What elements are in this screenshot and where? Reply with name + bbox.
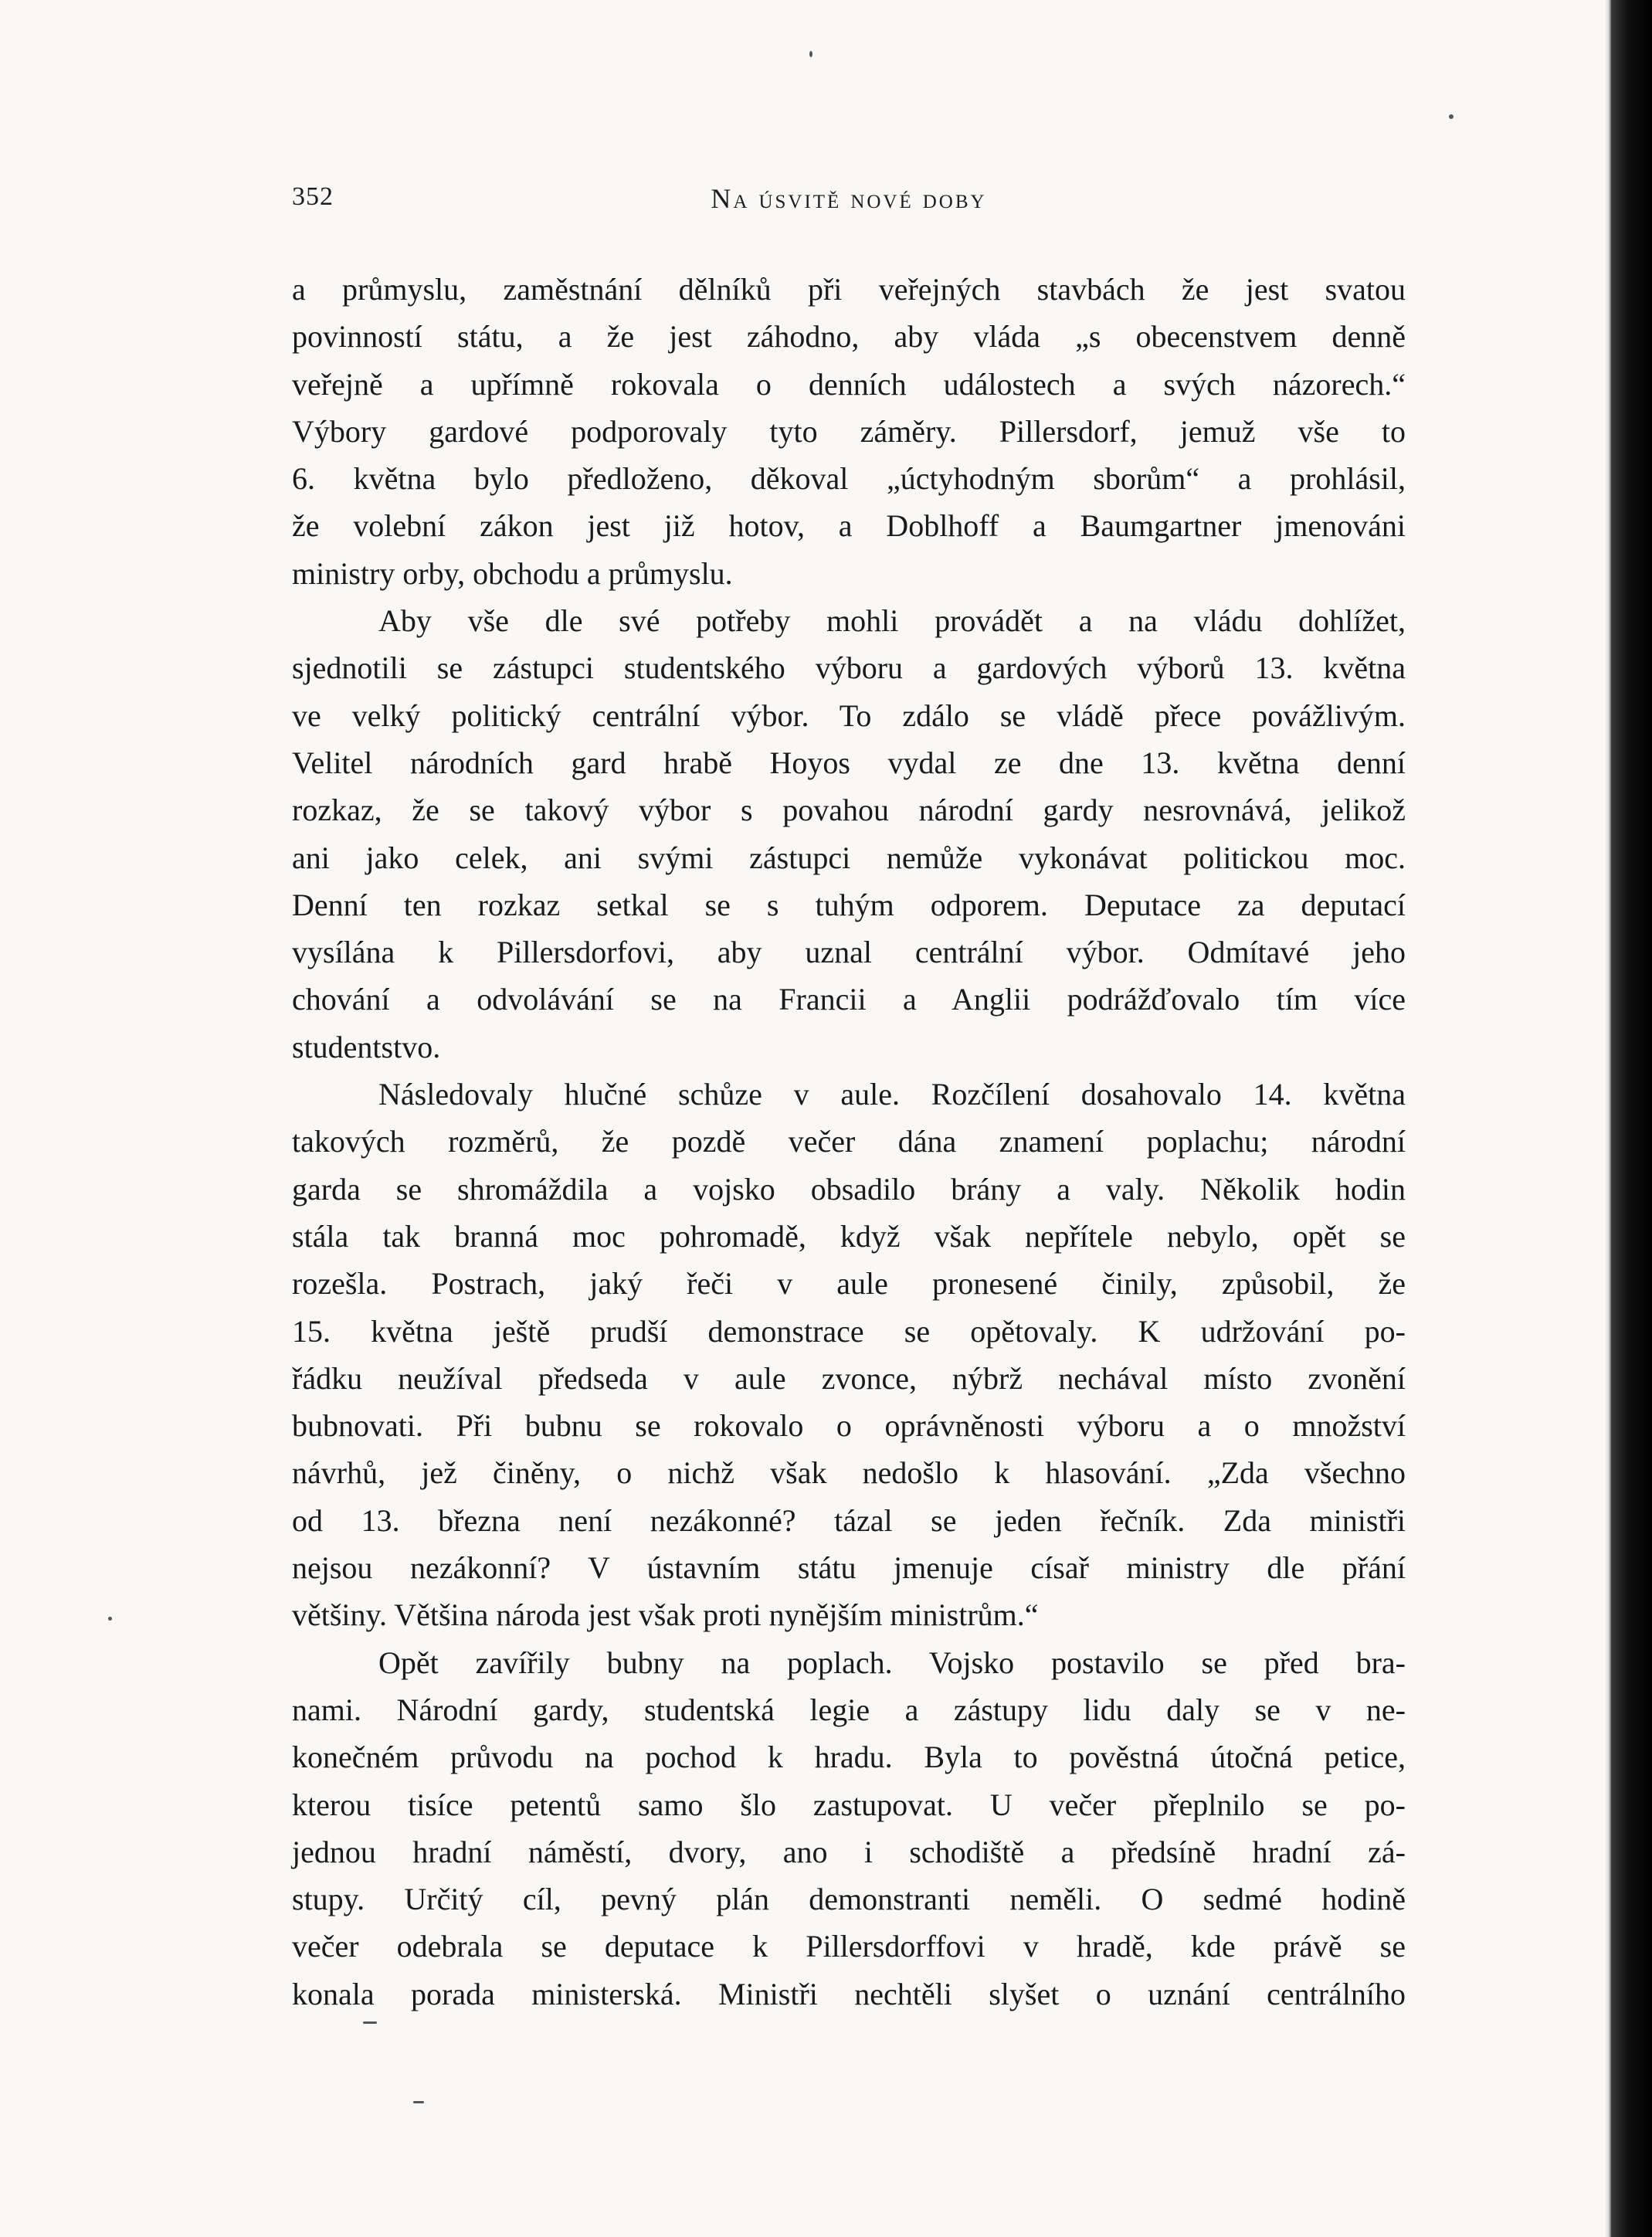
text-line: Velitel národních gard hrabě Hoyos vydal ze dne 13. května denní	[292, 745, 1406, 780]
text-line: nejsou nezákonní? V ústavním státu jmenuje císař ministry dle přání	[292, 1550, 1406, 1586]
text-line: rozkaz, že se takový výbor s povahou národní gardy nesrovnává, jelikož	[292, 793, 1406, 828]
body-text	[292, 266, 1406, 2018]
paragraph-4	[292, 1639, 1406, 2018]
paragraph-1	[292, 266, 1406, 597]
text-line: Výbory gardové podporovaly tyto záměry. Pillersdorf, jemuž vše to	[292, 413, 1406, 449]
text-line: většiny. Většina národa jest však proti nynějším ministrům.“	[292, 1597, 1039, 1633]
text-line: stála tak branná moc pohromadě, když však nepřítele nebylo, opět se	[292, 1218, 1406, 1254]
scan-border	[1611, 0, 1652, 2237]
text-line: chování a odvolávání se na Francii a Anglii podrážďovalo tím více	[292, 982, 1406, 1017]
text-line: Denní ten rozkaz setkal se s tuhým odporem. Deputace za deputací	[292, 887, 1406, 922]
text-line: Následovaly hlučné schůze v aule. Rozčílení dosahovalo 14. května	[378, 1077, 1406, 1112]
text-line: ministry orby, obchodu a průmyslu.	[292, 555, 733, 591]
scan-speck	[363, 2021, 377, 2024]
text-line: veřejně a upřímně rokovala o denních událostech a svých názorech.“	[292, 366, 1406, 402]
text-line: od 13. března není nezákonné? tázal se jeden řečník. Zda ministři	[292, 1502, 1406, 1538]
text-line: jednou hradní náměstí, dvory, ano i schodiště a předsíně hradní zá-	[292, 1834, 1406, 1869]
running-title: Na úsvitě nové doby	[711, 183, 987, 214]
text-line: studentstvo.	[292, 1029, 441, 1064]
text-line: sjednotili se zástupci studentského výboru a gardových výborů 13. května	[292, 650, 1406, 686]
page-edge-shadow	[1605, 0, 1611, 2237]
paragraph-3	[292, 1071, 1406, 1639]
text-line: konečném průvodu na pochod k hradu. Byla to pověstná útočná petice,	[292, 1740, 1406, 1775]
text-line: garda se shromáždila a vojsko obsadilo brány a valy. Několik hodin	[292, 1171, 1406, 1207]
scan-speck	[1449, 114, 1454, 119]
text-line: ani jako celek, ani svými zástupci nemůže vykonávat politickou moc.	[292, 840, 1406, 875]
text-line: bubnovati. Při bubnu se rokovalo o oprávněnosti výboru a o množství	[292, 1408, 1406, 1444]
text-line: nami. Národní gardy, studentská legie a zástupy lidu daly se v ne-	[292, 1692, 1406, 1727]
page-number: 352	[292, 182, 334, 211]
text-line: 15. května ještě prudší demonstrace se opětovaly. K udržování po-	[292, 1313, 1406, 1349]
text-line: řádku neužíval předseda v aule zvonce, nýbrž nechával místo zvonění	[292, 1360, 1406, 1396]
text-line: že volební zákon jest již hotov, a Doblhoff a Baumgartner jmenováni	[292, 508, 1406, 544]
scan-speck	[413, 2101, 424, 2103]
text-line: takových rozměrů, že pozdě večer dána znamení poplachu; národní	[292, 1124, 1406, 1159]
text-line: konala porada ministerská. Ministři nechtěli slyšet o uznání centrálního	[292, 1976, 1406, 2011]
text-line: návrhů, jež činěny, o nichž však nedošlo k hlasování. „Zda všechno	[292, 1455, 1406, 1491]
text-line: povinností státu, a že jest záhodno, aby vláda „s obecenstvem denně	[292, 319, 1406, 355]
text-line: Aby vše dle své potřeby mohli provádět a na vládu dohlížet,	[378, 603, 1406, 639]
text-line: Opět zavířily bubny na poplach. Vojsko postavilo se před bra-	[378, 1645, 1406, 1680]
text-line: kterou tisíce petentů samo šlo zastupovat. U večer přeplnilo se po-	[292, 1787, 1406, 1822]
text-line: a průmyslu, zaměstnání dělníků při veřejných stavbách že jest svatou	[292, 272, 1406, 307]
text-line: ve velký politický centrální výbor. To zdálo se vládě přece povážlivým.	[292, 698, 1406, 733]
text-line: vysílána k Pillersdorfovi, aby uznal centrální výbor. Odmítavé jeho	[292, 935, 1406, 970]
page-header	[292, 182, 1406, 221]
text-line: 6. května bylo předloženo, děkoval „úctyhodným sborům“ a prohlásil,	[292, 461, 1406, 497]
scan-speck	[809, 51, 812, 57]
text-line: rozešla. Postrach, jaký řeči v aule pronesené činily, způsobil, že	[292, 1266, 1406, 1302]
scan-speck	[108, 1617, 112, 1621]
text-line: večer odebrala se deputace k Pillersdorffovi v hradě, kde právě se	[292, 1929, 1406, 1964]
text-line: stupy. Určitý cíl, pevný plán demonstranti neměli. O sedmé hodině	[292, 1882, 1406, 1917]
paragraph-2	[292, 597, 1406, 1071]
